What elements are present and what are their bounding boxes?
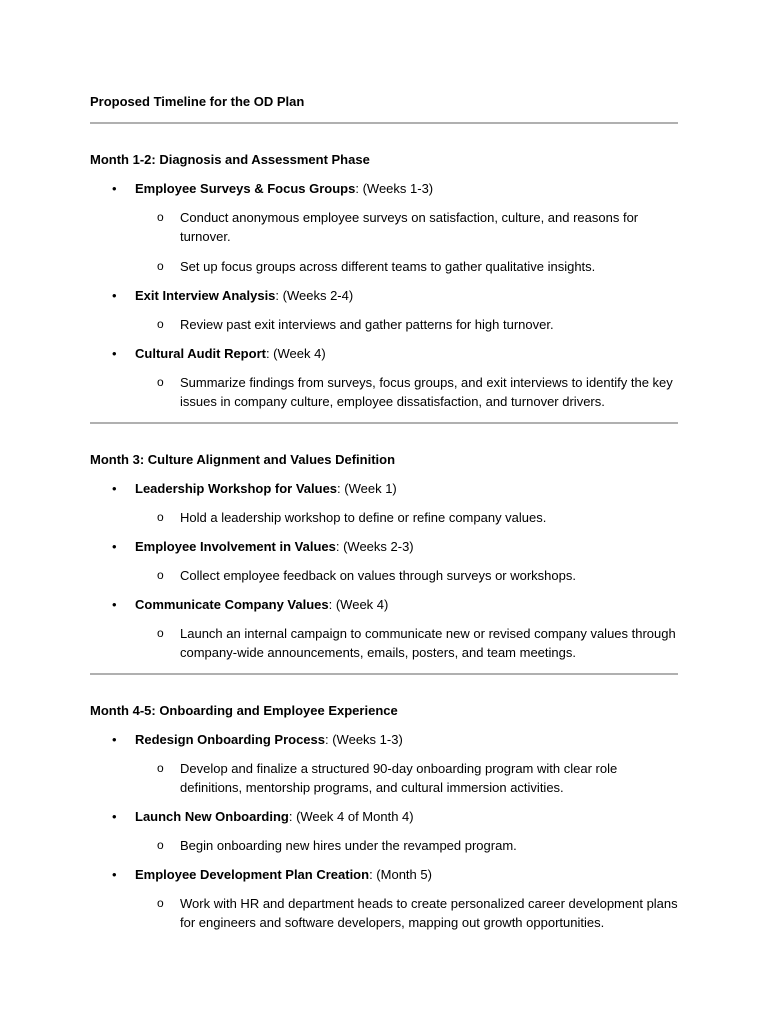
bullet-marker: • <box>112 597 117 612</box>
bullet-marker: • <box>112 867 117 882</box>
sub-item-list <box>135 624 678 662</box>
bullet-marker: • <box>112 481 117 496</box>
list-item-timing: : (Weeks 1-3) <box>325 732 403 747</box>
list-item <box>90 480 678 527</box>
sub-bullet-marker: o <box>157 626 164 640</box>
sub-item-list <box>135 759 678 797</box>
list-item-heading <box>112 345 678 363</box>
list-item-timing: : (Weeks 1-3) <box>355 181 434 196</box>
bullet-marker: • <box>112 809 117 824</box>
bullet-marker: • <box>112 181 117 196</box>
list-item-name: Employee Surveys & Focus Groups <box>135 181 356 196</box>
list-item-name: Cultural Audit Report <box>135 346 266 361</box>
section-title: Month 3: Culture Alignment and Values Definition <box>90 452 396 467</box>
sub-list-item-text: Collect employee feedback on values through surveys or workshops. <box>180 568 576 583</box>
sub-list-item-text: Set up focus groups across different teams to gather qualitative insights. <box>180 259 596 274</box>
list-item-name: Employee Involvement in Values <box>135 539 336 554</box>
sub-item-list <box>135 894 678 932</box>
sub-item-list <box>135 566 678 585</box>
list-item-timing: : (Week 4) <box>328 597 389 612</box>
list-item <box>90 538 678 585</box>
sub-list-item-text: Summarize findings from surveys, focus groups, and exit interviews to identify the key issues in company culture, employee dissatisfaction, and turnover drivers. <box>180 375 673 409</box>
sub-bullet-marker: o <box>157 568 164 582</box>
sub-list-item <box>135 566 678 585</box>
sub-bullet-marker: o <box>157 259 164 273</box>
sub-list-item-text: Launch an internal campaign to communicate new or revised company values through company-wide announcements, emails, posters, and team meetings. <box>180 626 676 660</box>
sub-list-item <box>135 624 678 662</box>
sub-list-item <box>135 836 678 855</box>
list-item-heading <box>112 596 678 614</box>
sub-bullet-marker: o <box>157 375 164 389</box>
sub-list-item-text: Hold a leadership workshop to define or refine company values. <box>180 510 547 525</box>
section-item-list <box>90 180 678 411</box>
list-item-timing: : (Week 4 of Month 4) <box>288 809 414 824</box>
list-item <box>90 731 678 797</box>
sub-list-item-text: Develop and finalize a structured 90-day onboarding program with clear role definitions, mentorship programs, and cultural immersion activities. <box>180 761 618 795</box>
sub-item-list <box>135 373 678 411</box>
list-item <box>90 866 678 932</box>
sub-list-item <box>135 759 678 797</box>
list-item-timing: : (Week 4) <box>265 346 326 361</box>
list-item <box>90 287 678 334</box>
list-item-heading <box>112 866 678 884</box>
sub-bullet-marker: o <box>157 317 164 331</box>
sub-item-list <box>135 836 678 855</box>
sub-bullet-marker: o <box>157 896 164 910</box>
document-page <box>90 93 678 932</box>
list-item-heading <box>112 538 678 556</box>
list-item-name: Leadership Workshop for Values <box>135 481 338 496</box>
sub-list-item <box>135 373 678 411</box>
sub-list-item-text: Work with HR and department heads to create personalized career development plans for engineers and software developers, mapping out growth opportunities. <box>180 896 678 930</box>
bullet-marker: • <box>112 288 117 303</box>
list-item-heading <box>112 731 678 749</box>
bullet-marker: • <box>112 346 117 361</box>
sub-list-item <box>135 257 678 276</box>
sections-container <box>90 124 678 932</box>
section-item-list <box>90 480 678 662</box>
sub-item-list <box>135 508 678 527</box>
list-item-timing: : (Week 1) <box>337 481 397 496</box>
list-item-timing: : (Month 5) <box>369 867 432 882</box>
list-item-timing: : (Weeks 2-3) <box>335 539 414 554</box>
sub-bullet-marker: o <box>157 761 164 775</box>
sub-list-item-text: Conduct anonymous employee surveys on satisfaction, culture, and reasons for turnover. <box>180 210 639 244</box>
list-item-timing: : (Weeks 2-4) <box>275 288 354 303</box>
list-item-name: Launch New Onboarding <box>135 809 289 824</box>
list-item-heading <box>112 480 678 498</box>
sub-list-item <box>135 315 678 334</box>
list-item <box>90 180 678 276</box>
sub-list-item-text: Review past exit interviews and gather patterns for high turnover. <box>180 317 554 332</box>
list-item-name: Redesign Onboarding Process <box>135 732 325 747</box>
list-item-name: Employee Development Plan Creation <box>135 867 370 882</box>
list-item-heading <box>112 287 678 305</box>
list-item <box>90 808 678 855</box>
section-title: Month 1-2: Diagnosis and Assessment Phase <box>90 152 370 167</box>
sub-list-item <box>135 894 678 932</box>
list-item-name: Communicate Company Values <box>135 597 329 612</box>
sub-item-list <box>135 208 678 276</box>
bullet-marker: • <box>112 539 117 554</box>
sub-list-item <box>135 508 678 527</box>
sub-list-item <box>135 208 678 246</box>
document-title: Proposed Timeline for the OD Plan <box>90 94 305 109</box>
sub-list-item-text: Begin onboarding new hires under the revamped program. <box>180 838 517 853</box>
list-item-heading <box>112 180 678 198</box>
sub-bullet-marker: o <box>157 510 164 524</box>
sub-bullet-marker: o <box>157 210 164 224</box>
sub-item-list <box>135 315 678 334</box>
list-item <box>90 345 678 411</box>
list-item-heading <box>112 808 678 826</box>
bullet-marker: • <box>112 732 117 747</box>
list-item <box>90 596 678 662</box>
section-title: Month 4-5: Onboarding and Employee Experience <box>90 703 398 718</box>
list-item-name: Exit Interview Analysis <box>135 288 276 303</box>
sub-bullet-marker: o <box>157 838 164 852</box>
section-item-list <box>90 731 678 932</box>
